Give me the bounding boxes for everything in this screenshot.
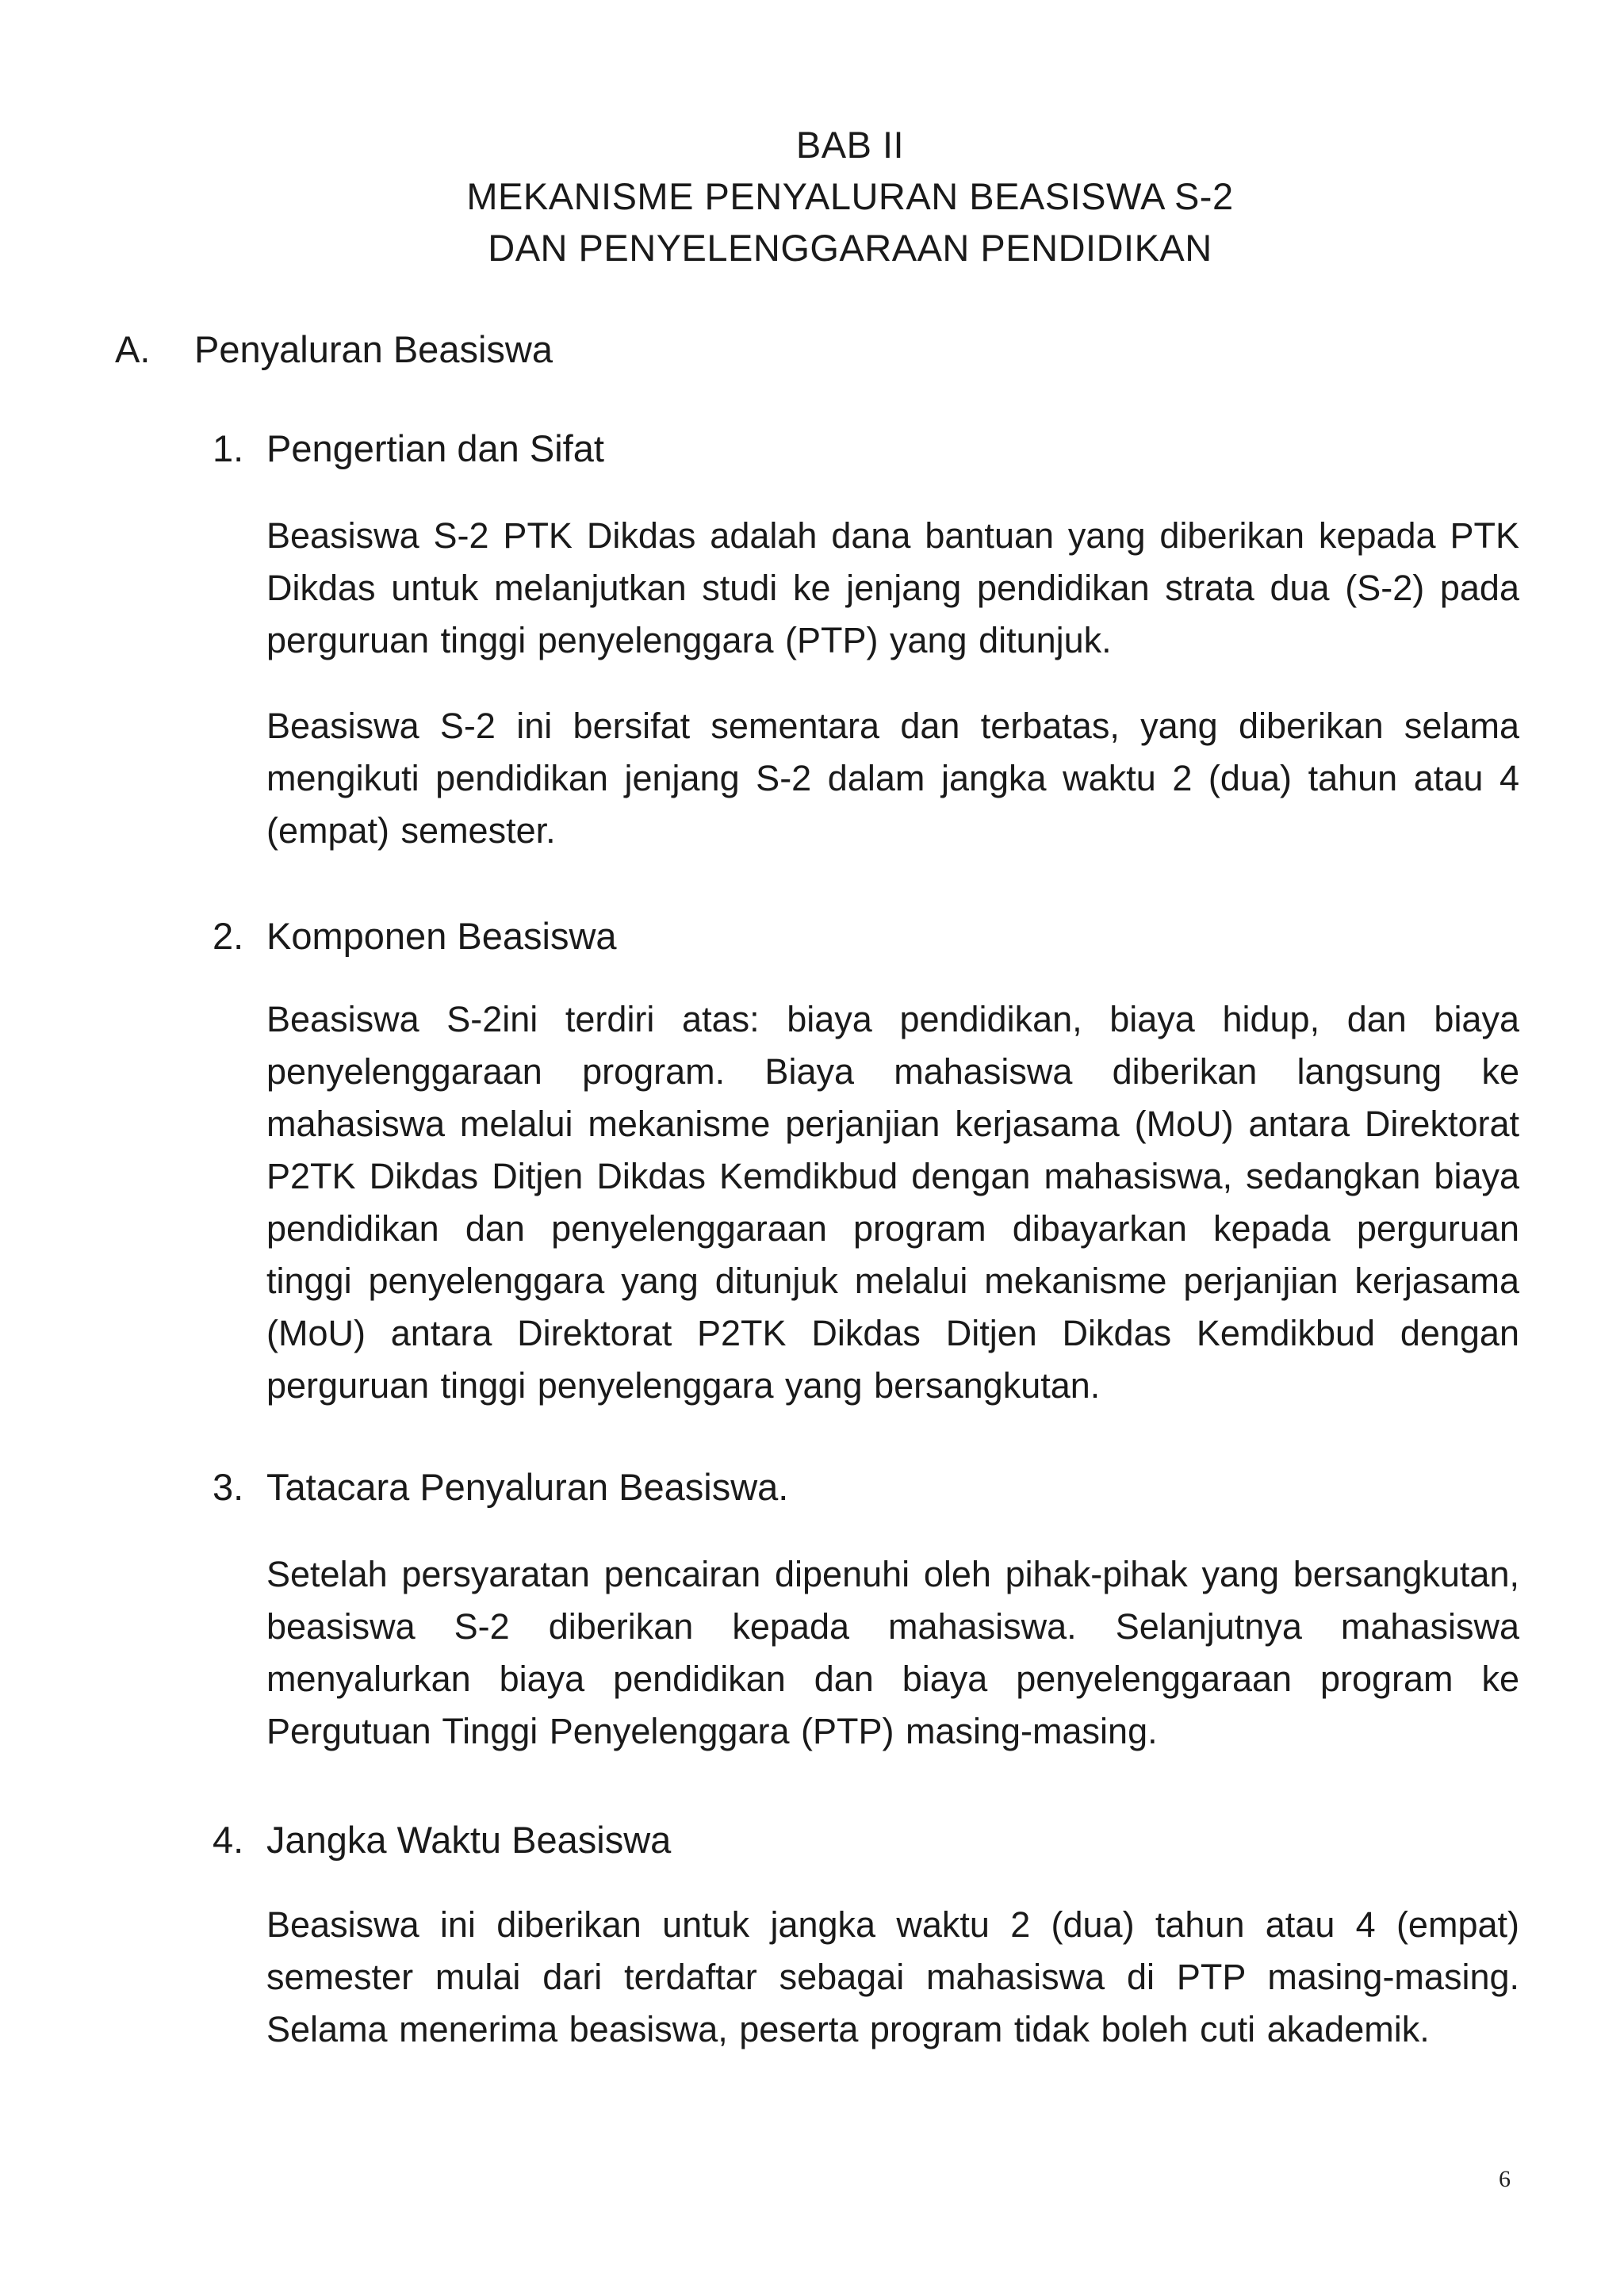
section-title: Penyaluran Beasiswa <box>194 328 553 370</box>
subsection-title: Tatacara Penyaluran Beasiswa. <box>266 1466 789 1508</box>
chapter-number: BAB II <box>795 124 905 166</box>
paragraph: Setelah persyaratan pencairan dipenuhi oleh pihak-pihak yang bersangkutan, beasiswa S-2 diberikan kepada mahasiswa. Selanjutnya mahasiswa menyalurkan biaya pendidikan dan biaya penyelenggaraan program ke Pergutuan Tinggi Penyelenggara (PTP) masing-masing. <box>266 1554 1519 1751</box>
subsection-number: 3. <box>213 1466 244 1508</box>
subsection-title: Komponen Beasiswa <box>266 915 617 957</box>
paragraph: Beasiswa S-2 PTK Dikdas adalah dana bantuan yang diberikan kepada PTK Dikdas untuk melanjutkan studi ke jenjang pendidikan strata dua (S-2) pada perguruan tinggi penyelenggara (PTP) yang ditunjuk. <box>266 515 1519 660</box>
subsection-number: 1. <box>213 427 244 469</box>
subsection-heading-2 <box>213 912 617 961</box>
chapter-title-line-2: DAN PENYELENGGARAAN PENDIDIKAN <box>488 227 1212 269</box>
chapter-title-line-1: MEKANISME PENYALURAN BEASISWA S-2 <box>466 175 1234 217</box>
subsection-title: Pengertian dan Sifat <box>266 427 604 469</box>
chapter-title <box>0 119 1624 274</box>
page-number: 6 <box>1499 2166 1511 2192</box>
paragraph: Beasiswa ini diberikan untuk jangka waktu 2 (dua) tahun atau 4 (empat) semester mulai dari terdaftar sebagai mahasiswa di PTP masing-masing. Selama menerima beasiswa, peserta program tidak boleh cuti akademik. <box>266 1904 1519 2049</box>
subsection-title: Jangka Waktu Beasiswa <box>266 1819 672 1861</box>
subsection-heading-1 <box>213 424 604 473</box>
subsection-heading-4 <box>213 1816 671 1865</box>
subsection-heading-3 <box>213 1463 788 1512</box>
paragraph: Beasiswa S-2 ini bersifat sementara dan terbatas, yang diberikan selama mengikuti pendidikan jenjang S-2 dalam jangka waktu 2 (dua) tahun atau 4 (empat) semester. <box>266 706 1519 851</box>
subsection-number: 4. <box>213 1819 244 1861</box>
section-heading-a <box>115 325 553 374</box>
section-letter: A. <box>115 328 151 370</box>
paragraph: Beasiswa S-2ini terdiri atas: biaya pendidikan, biaya hidup, dan biaya penyelenggaraan program. Biaya mahasiswa diberikan langsung ke mahasiswa melalui mekanisme perjanjian kerjasama (MoU) antara Direktorat P2TK Dikdas Ditjen Dikdas Kemdikbud dengan mahasiswa, sedangkan biaya pendidikan dan penyelenggaraan program dibayarkan kepada perguruan tinggi penyelenggara yang ditunjuk melalui mekanisme perjanjian kerjasama (MoU) antara Direktorat P2TK Dikdas Ditjen Dikdas Kemdikbud dengan perguruan tinggi penyelenggara yang bersangkutan. <box>266 999 1519 1406</box>
subsection-number: 2. <box>213 915 244 957</box>
